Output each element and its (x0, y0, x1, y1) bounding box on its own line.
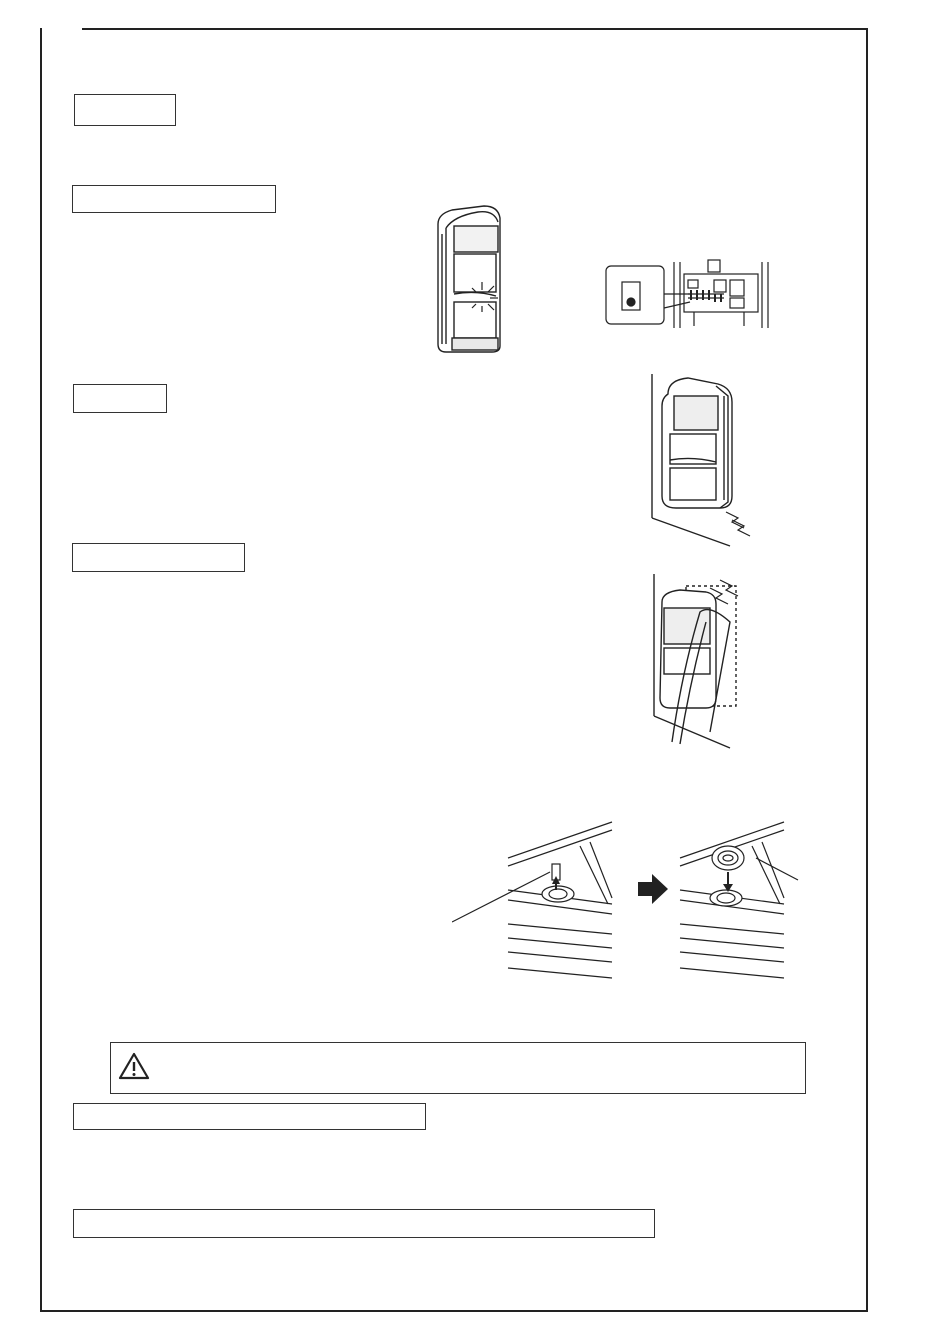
circuit-board-switch-illustration (604, 258, 776, 330)
caution-box (110, 1042, 806, 1094)
sensor-tamper-back-illustration (648, 372, 760, 548)
heading-box-2 (72, 185, 276, 213)
heading-box-3 (73, 384, 167, 413)
heading-box-5 (73, 1103, 426, 1130)
heading-box-6 (73, 1209, 655, 1238)
sensor-led-flash-illustration (432, 204, 522, 356)
sensor-tamper-cover-illustration (650, 572, 750, 752)
right-arrow-icon (636, 872, 670, 906)
mounting-pin-illustration (452, 818, 616, 984)
mounting-cap-illustration (676, 818, 804, 984)
heading-box-4 (72, 543, 245, 572)
heading-box-1 (74, 94, 176, 126)
warning-triangle-icon (117, 1051, 151, 1081)
